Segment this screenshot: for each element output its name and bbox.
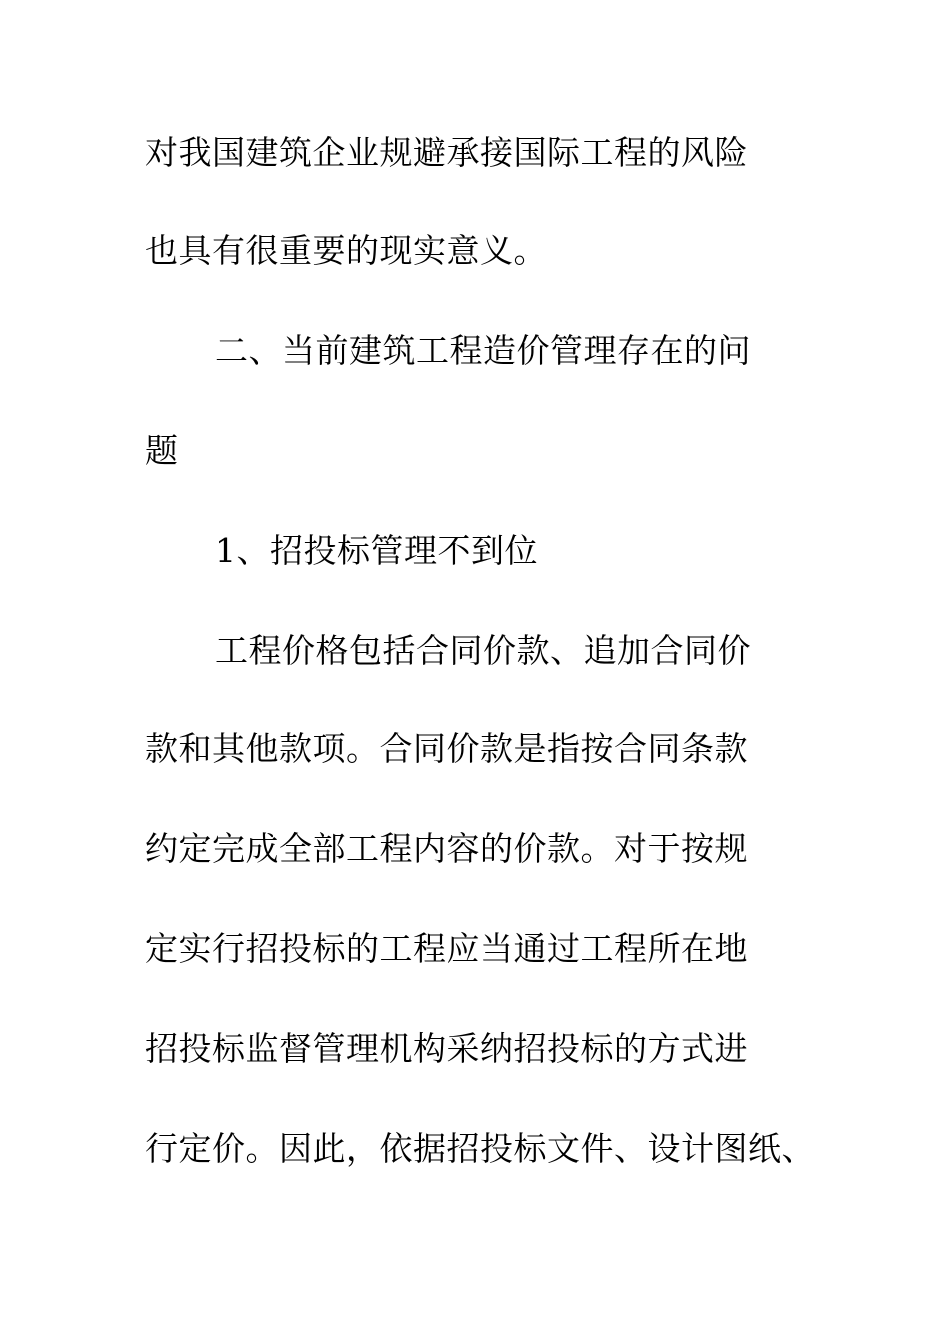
body-text-line: 定实行招投标的工程应当通过工程所在地 — [145, 929, 748, 968]
subsection-heading: 1、招投标管理不到位 — [215, 531, 538, 570]
body-text-line: 招投标监督管理机构采纳招投标的方式进 — [145, 1029, 748, 1068]
body-text-line: 工程价格包括合同价款、追加合同价 — [215, 631, 751, 670]
section-heading-continuation: 题 — [145, 431, 179, 470]
body-text-line: 约定完成全部工程内容的价款。对于按规 — [145, 829, 748, 868]
body-text-line: 也具有很重要的现实意义。 — [145, 231, 547, 270]
body-text-line: 款和其他款项。合同价款是指按合同条款 — [145, 729, 748, 768]
section-heading: 二、当前建筑工程造价管理存在的问 — [215, 331, 751, 370]
body-text-line: 对我国建筑企业规避承接国际工程的风险 — [145, 133, 748, 172]
body-text-line: 行定价。因此，依据招投标文件、设计图纸、 — [145, 1129, 815, 1168]
